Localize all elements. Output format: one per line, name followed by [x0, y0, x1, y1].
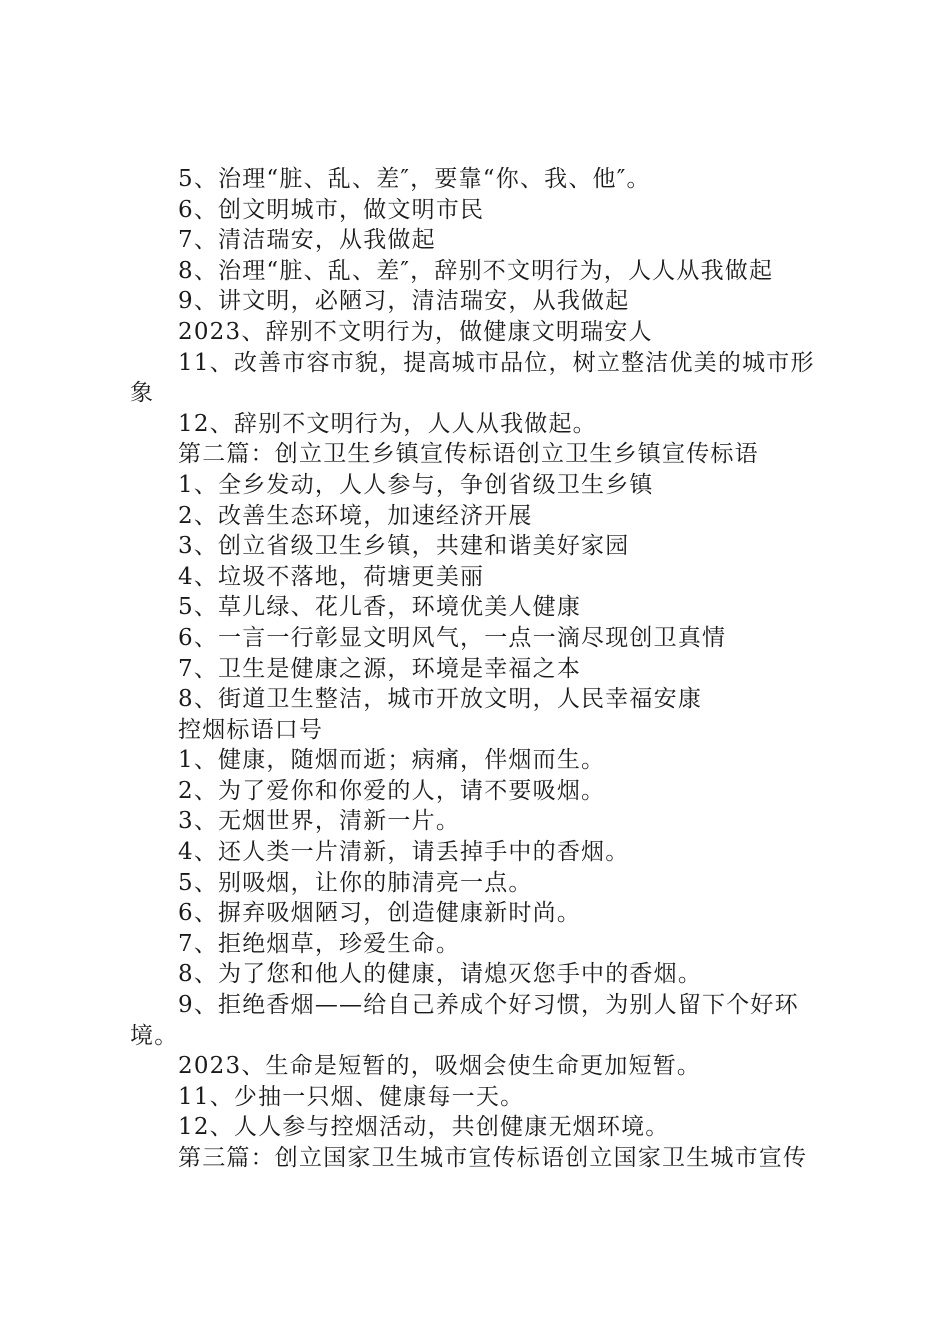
- paragraph: 6、一言一行彰显文明风气，一点一滴尽现创卫真情: [178, 624, 727, 651]
- paragraph: 5、治理“脏、乱、差″，要靠“你、我、他″。: [178, 166, 651, 192]
- paragraph: 2023、辞别不文明行为，做健康文明瑞安人: [178, 318, 653, 345]
- paragraph: 8、为了您和他人的健康，请熄灭您手中的香烟。: [178, 961, 703, 988]
- paragraph: 7、清洁瑞安，从我做起: [178, 227, 436, 254]
- document-body: [130, 164, 834, 1174]
- paragraph: 2023、生命是短暂的，吸烟会使生命更加短暂。: [178, 1053, 702, 1080]
- paragraph: 4、还人类一片清新，请丢掉手中的香烟。: [178, 839, 630, 866]
- paragraph: 11、少抽一只烟、健康每一天。: [178, 1083, 525, 1110]
- paragraph: 7、拒绝烟草，珍爱生命。: [178, 930, 461, 957]
- paragraph: 6、创文明城市，做文明市民: [178, 196, 485, 223]
- paragraph: 8、治理“脏、乱、差″，辞别不文明行为，人人从我做起: [178, 257, 774, 284]
- paragraph: 1、健康，随烟而逝；病痛，伴烟而生。: [178, 747, 606, 774]
- paragraph: 3、无烟世界，清新一片。: [178, 808, 461, 835]
- paragraph: 6、摒弃吸烟陋习，创造健康新时尚。: [178, 900, 582, 927]
- paragraph: 12、人人参与控烟活动，共创健康无烟环境。: [178, 1114, 670, 1141]
- paragraph: 8、街道卫生整洁，城市开放文明，人民幸福安康: [178, 686, 703, 713]
- paragraph: 7、卫生是健康之源，环境是幸福之本: [178, 655, 582, 682]
- paragraph: 4、垃圾不落地，荷塘更美丽: [178, 563, 485, 590]
- paragraph: 1、全乡发动，人人参与，争创省级卫生乡镇: [178, 471, 654, 498]
- subsection-heading: 控烟标语口号: [178, 716, 324, 743]
- paragraph: 11、改善市容市貌，提高城市品位，树立整洁优美的城市形象: [130, 349, 815, 407]
- paragraph: 5、别吸烟，让你的肺清亮一点。: [178, 869, 533, 896]
- paragraph: 2、为了爱你和你爱的人，请不要吸烟。: [178, 777, 606, 804]
- paragraph: 2、改善生态环境，加速经济开展: [178, 502, 533, 529]
- section-heading: 第三篇：创立国家卫生城市宣传标语创立国家卫生城市宣传: [178, 1145, 808, 1171]
- paragraph: 9、拒绝香烟——给自己养成个好习惯，为别人留下个好环境。: [130, 992, 799, 1049]
- paragraph: 9、讲文明，必陋习，清洁瑞安，从我做起: [178, 288, 630, 315]
- paragraph: 3、创立省级卫生乡镇，共建和谐美好家园: [178, 533, 630, 560]
- section-heading: 第二篇：创立卫生乡镇宣传标语创立卫生乡镇宣传标语: [178, 441, 759, 468]
- paragraph: 5、草儿绿、花儿香，环境优美人健康: [178, 594, 582, 621]
- paragraph: 12、辞别不文明行为，人人从我做起。: [178, 410, 597, 437]
